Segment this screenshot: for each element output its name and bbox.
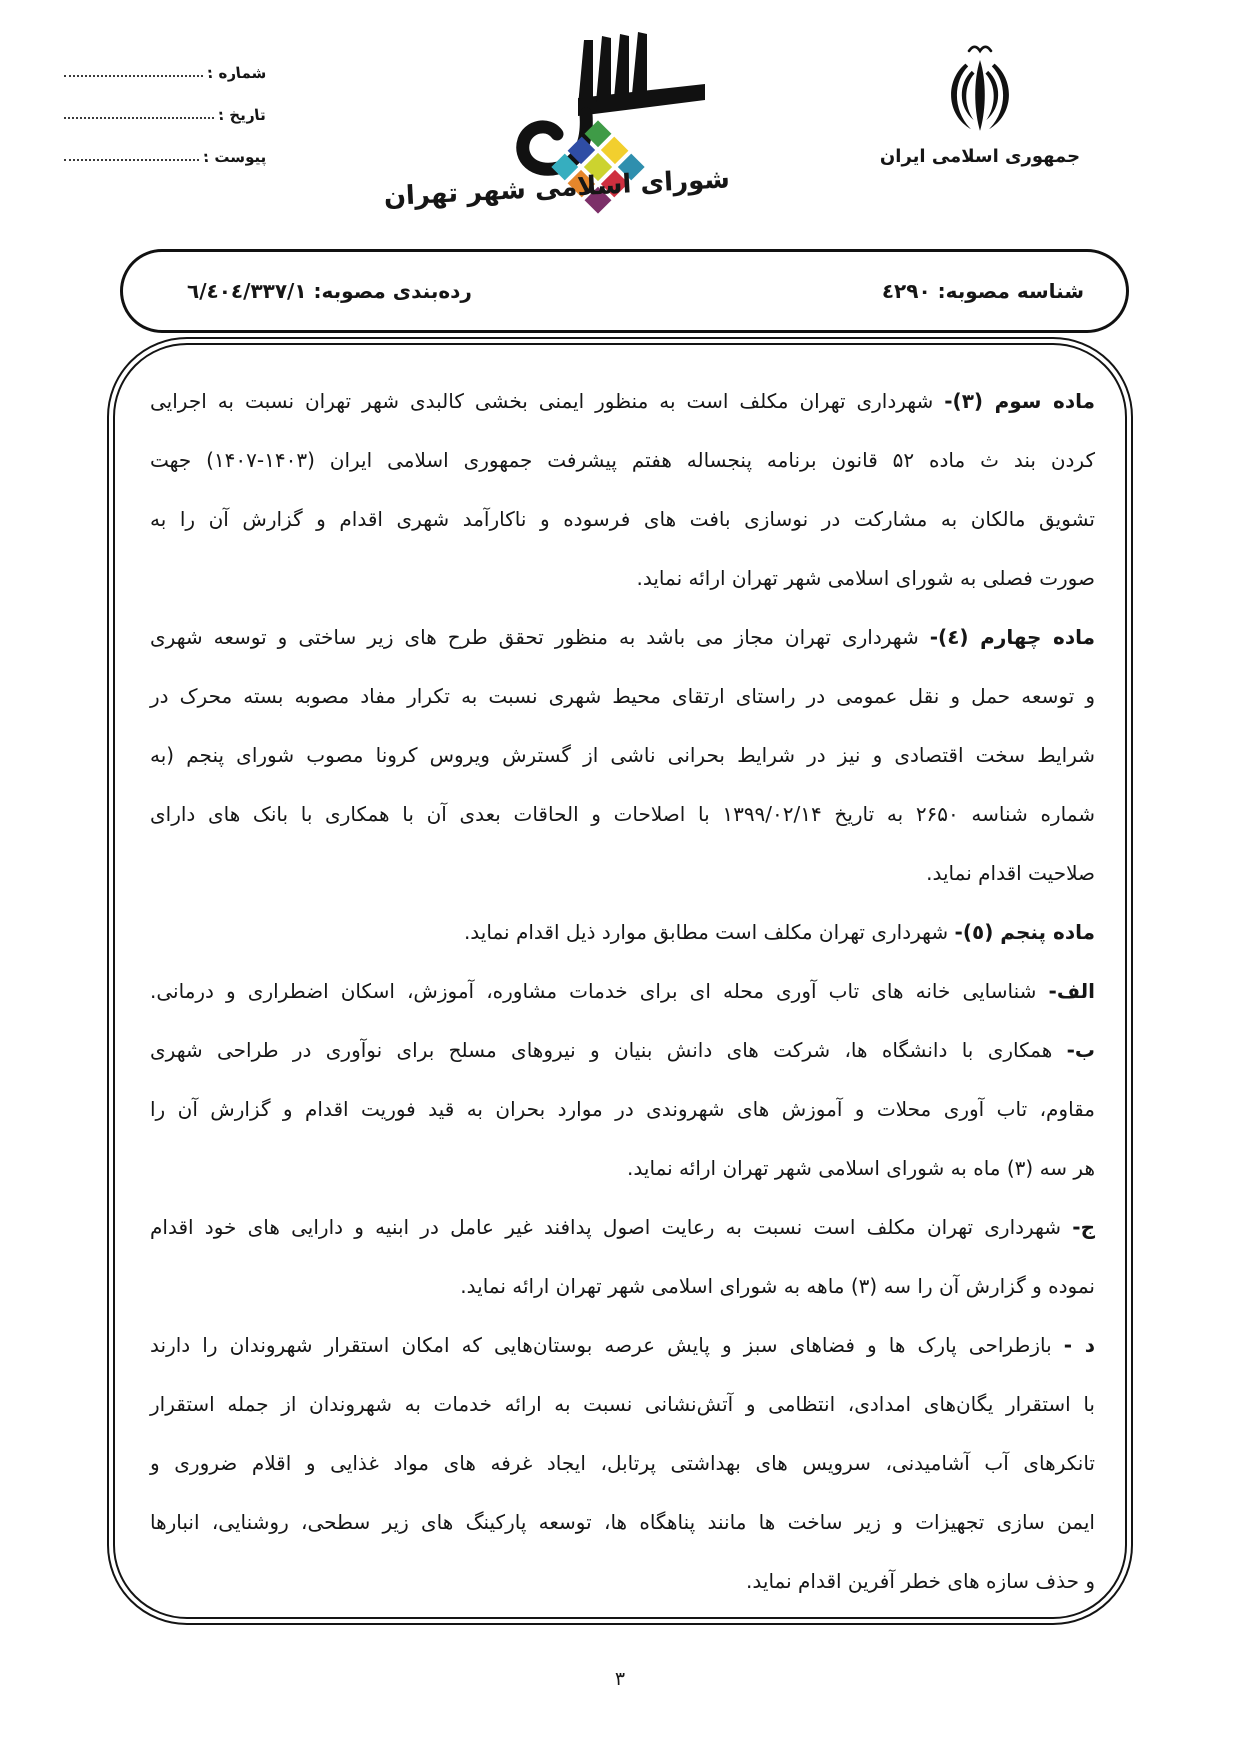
article-lead: ماده چهارم (٤)- — [929, 625, 1096, 649]
resolution-classification — [187, 279, 472, 303]
document-line: هر سه (۳) ماه به شورای اسلامی شهر تهران ارائه نماید. — [627, 1156, 1095, 1180]
dotted-fill-line — [64, 117, 214, 119]
letterhead-field-label: تاریخ : — [217, 106, 267, 124]
article-lead: ج- — [1072, 1215, 1096, 1239]
document-line: صورت فصلی به شورای اسلامی شهر تهران ارائه نماید. — [636, 566, 1095, 590]
letterhead-fields — [64, 54, 266, 180]
council-logo — [383, 24, 760, 224]
article-lead: د - — [1063, 1333, 1096, 1357]
resolution-class-value: ٦/٤٠٤/٣٣٧/١ — [187, 279, 307, 303]
resolution-id — [882, 279, 1084, 303]
document-line: و توسعه حمل و نقل عمومی در راستای ارتقای محیط شهری نسبت به تکرار مفاد مصوبه بسته محرک در — [150, 684, 1095, 708]
document-line: ماده سوم (۳)- شهرداری تهران مکلف است به منظور ایمنی بخشی کالبدی شهر تهران نسبت به اجرایی — [150, 389, 1096, 413]
document-line: صلاحیت اقدام نماید. — [926, 861, 1095, 885]
iran-emblem-icon — [925, 40, 1035, 140]
document-line: ب- همکاری با دانشگاه ها، شرکت های دانش بنیان و نیروهای مسلح برای نوآوری در طراحی شهری — [150, 1038, 1095, 1062]
document-line: کردن بند ث ماده ۵۲ قانون برنامه پنجساله هفتم پیشرفت جمهوری اسلامی ایران (۱۴۰۳-۱۴۰۷) جهت — [150, 448, 1095, 472]
state-emblem-block — [870, 40, 1090, 167]
resolution-id-value: ٤٢٩٠ — [881, 279, 931, 303]
letterhead-field — [64, 54, 266, 82]
resolution-id-label: شناسه مصوبه: — [937, 279, 1084, 303]
document-line: شرایط سخت اقتصادی و نیز در شرایط بحرانی ناشی از گسترش ویروس کرونا مصوب شورای پنجم (به — [150, 743, 1095, 767]
letterhead-field — [64, 96, 266, 124]
document-line: ایمن سازی تجهیزات و زیر ساخت ها مانند پناهگاه ها، توسعه پارکینگ های زیر سطحی، روشنایی، انبارها — [150, 1510, 1095, 1534]
dotted-fill-line — [64, 75, 203, 77]
article-lead: ب- — [1066, 1038, 1095, 1062]
letterhead-field — [64, 138, 266, 166]
article-lead: الف- — [1048, 979, 1095, 1003]
letterhead-field-label: شماره : — [205, 64, 267, 82]
document-line: د - بازطراحی پارک ها و فضاهای سبز و پایش عرصه بوستان‌هایی که امکان استقرار شهروندان را دارند — [150, 1333, 1096, 1357]
document-line: نموده و گزارش آن را سه (۳) ماهه به شورای اسلامی شهر تهران ارائه نماید. — [460, 1274, 1095, 1298]
resolution-class-label: رده‌بندی مصوبه: — [313, 279, 472, 303]
document-line: ماده پنجم (٥)- شهرداری تهران مکلف است مطابق موارد ذیل اقدام نماید. — [463, 920, 1095, 944]
header-band — [120, 249, 1129, 333]
document-line: ماده چهارم (٤)- شهرداری تهران مجاز می باشد به منظور تحقق طرح های زیر ساختی و توسعه شهری — [150, 625, 1096, 649]
letterhead-field-label: پیوست : — [202, 148, 267, 166]
document-line: شماره شناسه ۲۶۵۰ به تاریخ ۱۳۹۹/۰۲/۱۴ با اصلاحات و الحاقات بعدی آن با همکاری با بانک های دارای — [150, 802, 1096, 826]
dotted-fill-line — [64, 159, 199, 161]
document-line: الف- شناسایی خانه های تاب آوری محله ای برای خدمات مشاوره، آموزش، اسکان اضطراری و درمانی. — [150, 979, 1095, 1003]
article-lead: ماده سوم (۳)- — [944, 389, 1096, 413]
document-line: و حذف سازه های خطر آفرین اقدام نماید. — [746, 1569, 1095, 1593]
council-title: شورای اسلامی شهر تهران — [383, 164, 731, 213]
document-body — [150, 372, 1095, 1611]
document-line: ج- شهرداری تهران مکلف است نسبت به رعایت اصول پدافند غیر عامل در ابنیه و دارایی های خود اقدام — [150, 1215, 1096, 1239]
document-line: تانکرهای آب آشامیدنی، سرویس های بهداشتی پرتابل، ایجاد غرفه های مواد غذایی و اقلام ضروری و — [150, 1451, 1095, 1475]
article-lead: ماده پنجم (٥)- — [954, 920, 1095, 944]
document-line: تشویق مالکان به مشارکت در نوسازی بافت های فرسوده و ناکارآمد شهری اقدام و گزارش آن را به — [150, 507, 1095, 531]
document-line: مقاوم، تاب آوری محلات و آموزش های شهروندی در موارد بحران به قید فوریت اقدام و گزارش آن را — [150, 1097, 1095, 1121]
document-line: با استقرار یگان‌های امدادی، انتظامی و آتش‌نشانی نسبت به ارائه خدمات به شهروندان از جمله استقرار — [150, 1392, 1095, 1416]
state-title: جمهوری اسلامی ایران — [879, 146, 1081, 167]
page-number: ۳ — [614, 1668, 626, 1690]
